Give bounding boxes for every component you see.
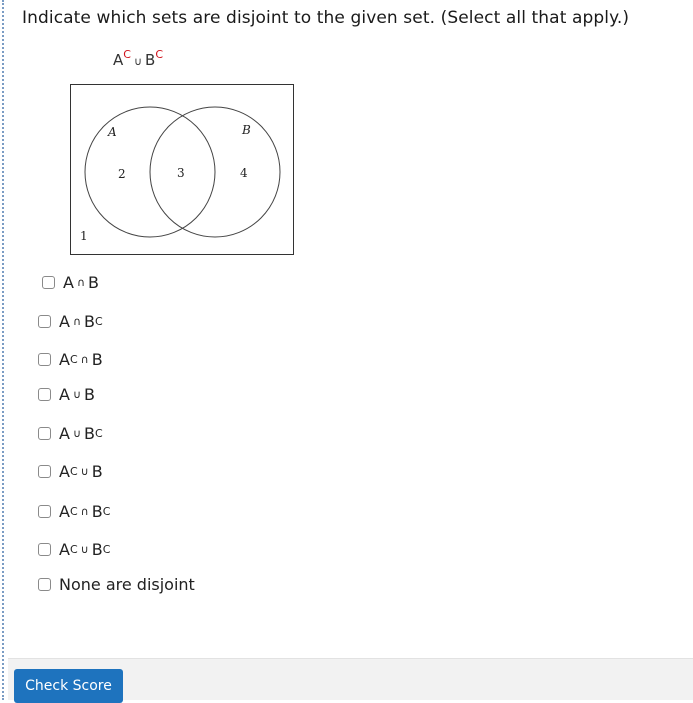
question-text: Indicate which sets are disjoint to the given set. (Select all that apply.) (22, 8, 630, 28)
option-checkbox[interactable] (38, 353, 51, 366)
venn-region-a-only: 2 (118, 167, 126, 181)
venn-region-outside: 1 (80, 229, 88, 243)
check-score-button[interactable]: Check Score (14, 669, 123, 703)
venn-diagram (70, 84, 296, 256)
venn-label-b: B (242, 123, 251, 137)
given-set-b-complement: C (155, 48, 163, 61)
option-checkbox[interactable] (38, 465, 51, 478)
left-dotted-border (2, 0, 4, 700)
given-set-a: A (113, 51, 124, 69)
option-a-intersect-b[interactable]: A ∩ B (42, 273, 99, 292)
option-a-union-b[interactable]: A ∪ B (38, 385, 95, 404)
option-checkbox[interactable] (38, 388, 51, 401)
venn-label-a: A (108, 125, 117, 139)
option-a-union-bc[interactable]: A ∪ B C (38, 424, 103, 443)
given-set-operator: ∪ (133, 55, 143, 68)
option-none-disjoint[interactable]: None are disjoint (38, 575, 195, 594)
option-ac-intersect-bc[interactable]: A C ∩ B C (38, 502, 110, 521)
option-ac-union-b[interactable]: A C ∪ B (38, 462, 103, 481)
option-checkbox[interactable] (38, 427, 51, 440)
option-checkbox[interactable] (38, 315, 51, 328)
venn-region-b-only: 4 (240, 166, 248, 180)
given-set-b: B (145, 51, 156, 69)
option-checkbox[interactable] (42, 276, 55, 289)
option-checkbox[interactable] (38, 543, 51, 556)
venn-region-both: 3 (177, 166, 185, 180)
option-ac-intersect-b[interactable]: A C ∩ B (38, 350, 103, 369)
option-checkbox[interactable] (38, 578, 51, 591)
option-a-intersect-bc[interactable]: A ∩ B C (38, 312, 103, 331)
option-checkbox[interactable] (38, 505, 51, 518)
given-set-a-complement: C (123, 48, 131, 61)
given-set-expression (113, 48, 163, 69)
option-ac-union-bc[interactable]: A C ∪ B C (38, 540, 110, 559)
